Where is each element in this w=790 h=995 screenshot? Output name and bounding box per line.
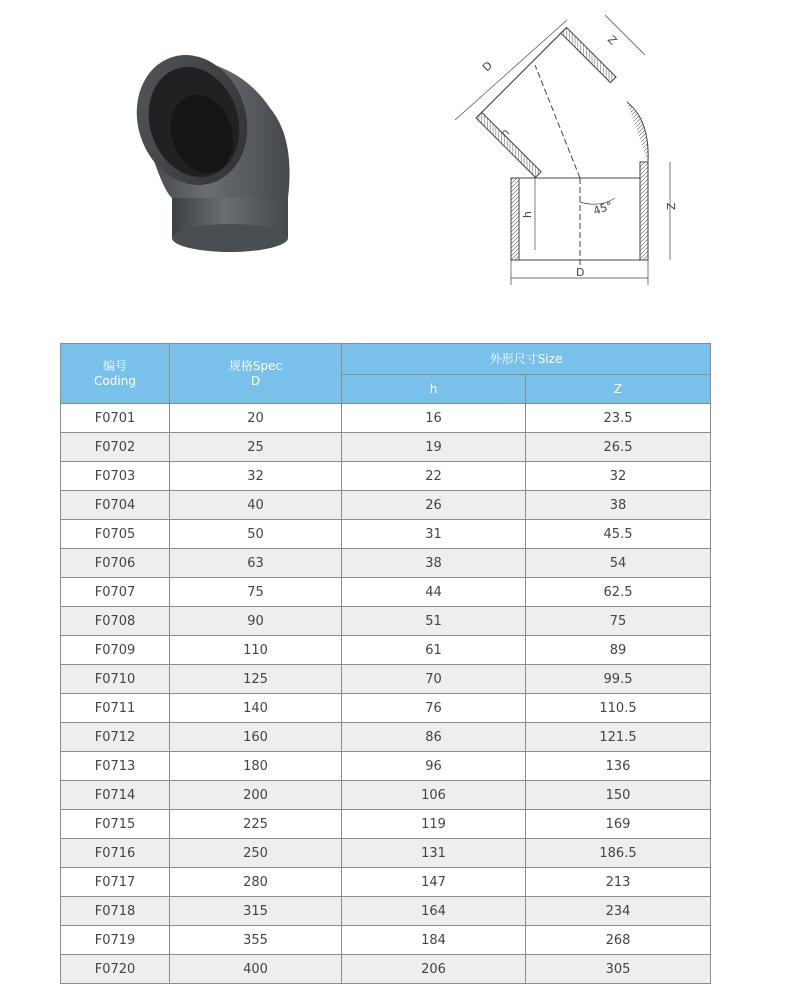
drawing-label-d-bottom: D	[576, 266, 585, 279]
cell-h: 119	[342, 810, 526, 839]
cell-spec-d: 180	[170, 752, 342, 781]
cell-z: 121.5	[526, 723, 711, 752]
table-row	[61, 810, 711, 839]
cell-z: 305	[526, 955, 711, 984]
table-row	[61, 781, 711, 810]
cell-h: 70	[342, 665, 526, 694]
cell-spec-d: 400	[170, 955, 342, 984]
elbow-product-photo	[120, 38, 305, 263]
cell-spec-d: 125	[170, 665, 342, 694]
table-row	[61, 636, 711, 665]
header-col-h: h	[342, 375, 526, 404]
cell-h: 51	[342, 607, 526, 636]
table-row	[61, 404, 711, 433]
cell-spec-d: 250	[170, 839, 342, 868]
table-row	[61, 723, 711, 752]
cell-spec-d: 225	[170, 810, 342, 839]
cell-z: 186.5	[526, 839, 711, 868]
cell-coding: F0707	[61, 578, 170, 607]
cell-coding: F0706	[61, 549, 170, 578]
cell-coding: F0705	[61, 520, 170, 549]
cell-h: 19	[342, 433, 526, 462]
cell-coding: F0714	[61, 781, 170, 810]
cell-coding: F0715	[61, 810, 170, 839]
cell-h: 16	[342, 404, 526, 433]
cell-spec-d: 25	[170, 433, 342, 462]
cell-spec-d: 110	[170, 636, 342, 665]
cell-h: 31	[342, 520, 526, 549]
cell-h: 131	[342, 839, 526, 868]
cell-spec-d: 355	[170, 926, 342, 955]
table-row	[61, 955, 711, 984]
header-coding	[61, 344, 170, 404]
cell-z: 213	[526, 868, 711, 897]
cell-h: 96	[342, 752, 526, 781]
cell-h: 61	[342, 636, 526, 665]
table-row	[61, 578, 711, 607]
drawing-label-angle: 45°	[591, 198, 615, 218]
cell-coding: F0718	[61, 897, 170, 926]
header-spec-sub: D	[250, 373, 261, 388]
cell-coding: F0710	[61, 665, 170, 694]
drawing-label-z-top: Z	[604, 32, 620, 48]
cell-coding: F0704	[61, 491, 170, 520]
table-row	[61, 897, 711, 926]
cell-coding: F0703	[61, 462, 170, 491]
cell-coding: F0719	[61, 926, 170, 955]
table-row	[61, 607, 711, 636]
cell-z: 45.5	[526, 520, 711, 549]
table-row	[61, 926, 711, 955]
cell-h: 44	[342, 578, 526, 607]
cell-spec-d: 315	[170, 897, 342, 926]
cell-z: 99.5	[526, 665, 711, 694]
cell-spec-d: 63	[170, 549, 342, 578]
header-col-z: Z	[526, 375, 711, 404]
table-row	[61, 462, 711, 491]
drawing-label-h-bottom: h	[521, 211, 534, 218]
header-spec-label: 规格Spec	[228, 358, 283, 373]
cell-coding: F0701	[61, 404, 170, 433]
cell-coding: F0709	[61, 636, 170, 665]
table-row	[61, 694, 711, 723]
cell-coding: F0713	[61, 752, 170, 781]
cell-spec-d: 280	[170, 868, 342, 897]
elbow-dimension-drawing	[445, 10, 695, 290]
cell-z: 62.5	[526, 578, 711, 607]
cell-spec-d: 140	[170, 694, 342, 723]
spec-table	[60, 343, 711, 984]
cell-coding: F0712	[61, 723, 170, 752]
cell-h: 86	[342, 723, 526, 752]
header-size: 外形尺寸Size	[342, 344, 711, 375]
cell-spec-d: 200	[170, 781, 342, 810]
cell-z: 26.5	[526, 433, 711, 462]
table-row	[61, 868, 711, 897]
table-row	[61, 839, 711, 868]
cell-coding: F0702	[61, 433, 170, 462]
cell-coding: F0711	[61, 694, 170, 723]
cell-spec-d: 40	[170, 491, 342, 520]
table-row	[61, 549, 711, 578]
drawing-label-d-top: D	[479, 58, 496, 75]
cell-z: 75	[526, 607, 711, 636]
table-row	[61, 491, 711, 520]
cell-h: 22	[342, 462, 526, 491]
cell-z: 23.5	[526, 404, 711, 433]
cell-z: 268	[526, 926, 711, 955]
drawing-label-h-top: h	[497, 125, 513, 141]
cell-h: 147	[342, 868, 526, 897]
cell-spec-d: 50	[170, 520, 342, 549]
table-row	[61, 752, 711, 781]
table-row	[61, 433, 711, 462]
cell-z: 234	[526, 897, 711, 926]
cell-h: 26	[342, 491, 526, 520]
cell-z: 150	[526, 781, 711, 810]
cell-spec-d: 160	[170, 723, 342, 752]
cell-z: 54	[526, 549, 711, 578]
cell-z: 38	[526, 491, 711, 520]
cell-z: 32	[526, 462, 711, 491]
cell-coding: F0717	[61, 868, 170, 897]
header-coding-en: Coding	[94, 373, 136, 388]
cell-coding: F0720	[61, 955, 170, 984]
cell-spec-d: 20	[170, 404, 342, 433]
cell-z: 89	[526, 636, 711, 665]
table-row	[61, 665, 711, 694]
cell-z: 169	[526, 810, 711, 839]
cell-z: 110.5	[526, 694, 711, 723]
cell-h: 184	[342, 926, 526, 955]
cell-coding: F0708	[61, 607, 170, 636]
table-row	[61, 520, 711, 549]
cell-h: 76	[342, 694, 526, 723]
header-spec	[170, 344, 342, 404]
cell-h: 106	[342, 781, 526, 810]
cell-coding: F0716	[61, 839, 170, 868]
cell-h: 164	[342, 897, 526, 926]
cell-spec-d: 90	[170, 607, 342, 636]
header-coding-cn: 编号	[102, 358, 127, 373]
cell-h: 38	[342, 549, 526, 578]
cell-spec-d: 75	[170, 578, 342, 607]
drawing-label-z-right: Z	[665, 202, 678, 210]
cell-z: 136	[526, 752, 711, 781]
cell-spec-d: 32	[170, 462, 342, 491]
cell-h: 206	[342, 955, 526, 984]
